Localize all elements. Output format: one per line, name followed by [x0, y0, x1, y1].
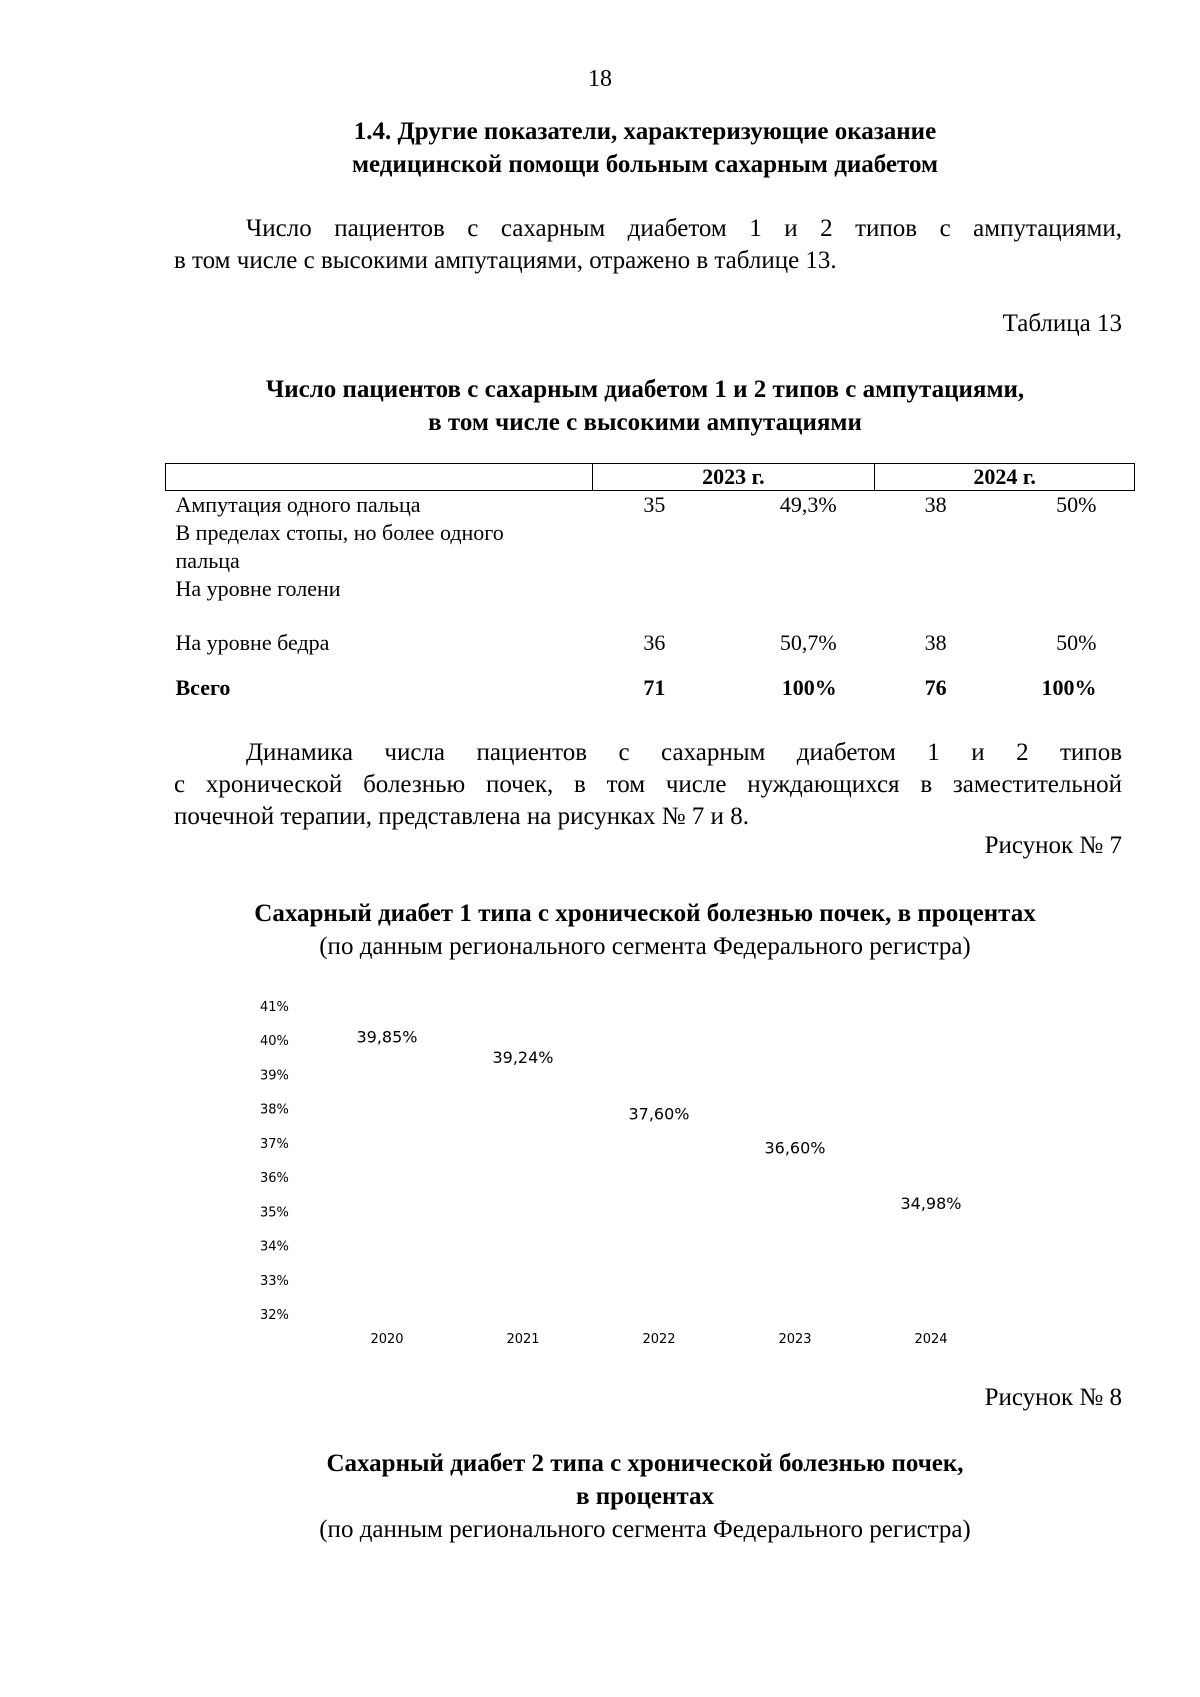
y-tick-label: 37% [260, 1136, 289, 1152]
figure7-subtitle: (по данным регионального сегмента Федерального регистра) [319, 933, 971, 960]
intro-line-1: Число пациентов с сахарным диабетом 1 и 2 типов с ампутациями, [246, 215, 1122, 242]
row-name: Ампутация одного пальца [175, 492, 421, 517]
percent-2023: 50,7% [779, 630, 837, 655]
table-title [150, 373, 1140, 439]
table-header-row [166, 464, 1135, 491]
table-row [166, 491, 1135, 520]
percent-2024: 50% [1056, 492, 1097, 517]
dynamics-line-2: с хронической болезнью почек, в том числе нуждающихся в заместительной [174, 771, 1122, 798]
y-tick-label: 40% [260, 1034, 289, 1050]
row-name: В пределах стопы, но более одного [175, 520, 504, 545]
figure7-label: Рисунок № 7 [984, 832, 1122, 859]
y-tick-label: 34% [260, 1239, 289, 1255]
percent-2023: 49,3% [779, 492, 837, 517]
chart-canvas [260, 995, 1020, 1355]
total-name: Всего [175, 675, 231, 700]
table-row [166, 547, 1135, 575]
table-title-line-2: в том числе с высокими ампутациями [428, 409, 862, 436]
header-2024: 2024 г. [875, 464, 1135, 491]
row-name: пальца [175, 548, 240, 573]
count-2024: 38 [924, 630, 947, 655]
figure7-title: Сахарный диабет 1 типа с хронической болезнью почек, в процентах [254, 900, 1036, 927]
section-heading-line-2: медицинской помощи больным сахарным диабетом [351, 151, 939, 178]
figure8-label: Рисунок № 8 [984, 1384, 1122, 1411]
x-tick-label: 2020 [370, 1332, 404, 1347]
percent-2024: 50% [1056, 630, 1097, 655]
data-label: 39,85% [356, 1027, 418, 1047]
figure8-title-line-2: в процентах [575, 1483, 715, 1510]
row-name: На уровне голени [175, 576, 341, 601]
y-tick-label: 33% [260, 1273, 289, 1289]
y-tick-label: 35% [260, 1205, 289, 1221]
dynamics-line-3: почечной терапии, представлена на рисунках № 7 и 8. [174, 803, 749, 830]
percent-2023 [717, 547, 875, 575]
count-2024 [875, 519, 997, 547]
ckd-type1-chart [260, 995, 1020, 1355]
data-label: 34,98% [900, 1194, 962, 1214]
table-title-line-1: Число пациентов с сахарным диабетом 1 и 2 типов с ампутациями, [265, 376, 1025, 403]
table-row [166, 575, 1135, 629]
header-blank [166, 464, 593, 491]
table-total-row [166, 674, 1135, 702]
intro-line-2: в том числе с высокими ампутациями, отражено в таблице 13. [174, 247, 837, 274]
table-row [166, 519, 1135, 547]
amputation-table [165, 463, 1135, 702]
total-count-2024: 76 [924, 675, 947, 700]
total-count-2023: 71 [643, 675, 666, 700]
count-2024 [875, 575, 997, 629]
data-label: 39,24% [492, 1048, 554, 1068]
total-percent-2024: 100% [1041, 675, 1097, 700]
count-2023 [592, 519, 717, 547]
y-tick-label: 41% [260, 1000, 289, 1015]
percent-2024 [997, 575, 1135, 629]
table-row [166, 629, 1135, 674]
data-label: 37,60% [628, 1104, 690, 1124]
x-tick-label: 2022 [642, 1332, 676, 1347]
percent-2023 [717, 519, 875, 547]
y-tick-label: 32% [260, 1308, 289, 1323]
percent-2024 [997, 519, 1135, 547]
total-percent-2023: 100% [781, 675, 837, 700]
count-2023 [592, 547, 717, 575]
table-label: Таблица 13 [1002, 310, 1122, 337]
figure8-title-block [150, 1447, 1140, 1546]
x-tick-label: 2023 [778, 1332, 812, 1347]
percent-2023 [717, 575, 875, 629]
dynamics-paragraph [174, 737, 1122, 833]
section-heading [150, 115, 1140, 181]
y-tick-label: 39% [260, 1068, 289, 1084]
data-label: 36,60% [764, 1138, 826, 1158]
figure8-subtitle: (по данным регионального сегмента Федерального регистра) [319, 1516, 971, 1543]
row-name: На уровне бедра [175, 630, 330, 655]
percent-2024 [997, 547, 1135, 575]
count-2023 [592, 575, 717, 629]
count-2024 [875, 547, 997, 575]
page-number: 18 [588, 66, 612, 92]
intro-paragraph [174, 213, 1122, 277]
section-heading-line-1: 1.4. Другие показатели, характеризующие оказание [353, 118, 937, 145]
header-2023: 2023 г. [592, 464, 875, 491]
figure7-title-block [150, 897, 1140, 963]
count-2024: 38 [924, 492, 947, 517]
x-tick-label: 2021 [506, 1332, 540, 1347]
y-tick-label: 38% [260, 1102, 289, 1118]
x-tick-label: 2024 [914, 1332, 948, 1347]
dynamics-line-1: Динамика числа пациентов с сахарным диабетом 1 и 2 типов [246, 739, 1122, 766]
count-2023: 35 [643, 492, 666, 517]
figure8-title-line-1: Сахарный диабет 2 типа с хронической болезнью почек, [326, 1450, 964, 1477]
y-tick-label: 36% [260, 1171, 289, 1187]
count-2023: 36 [643, 630, 666, 655]
